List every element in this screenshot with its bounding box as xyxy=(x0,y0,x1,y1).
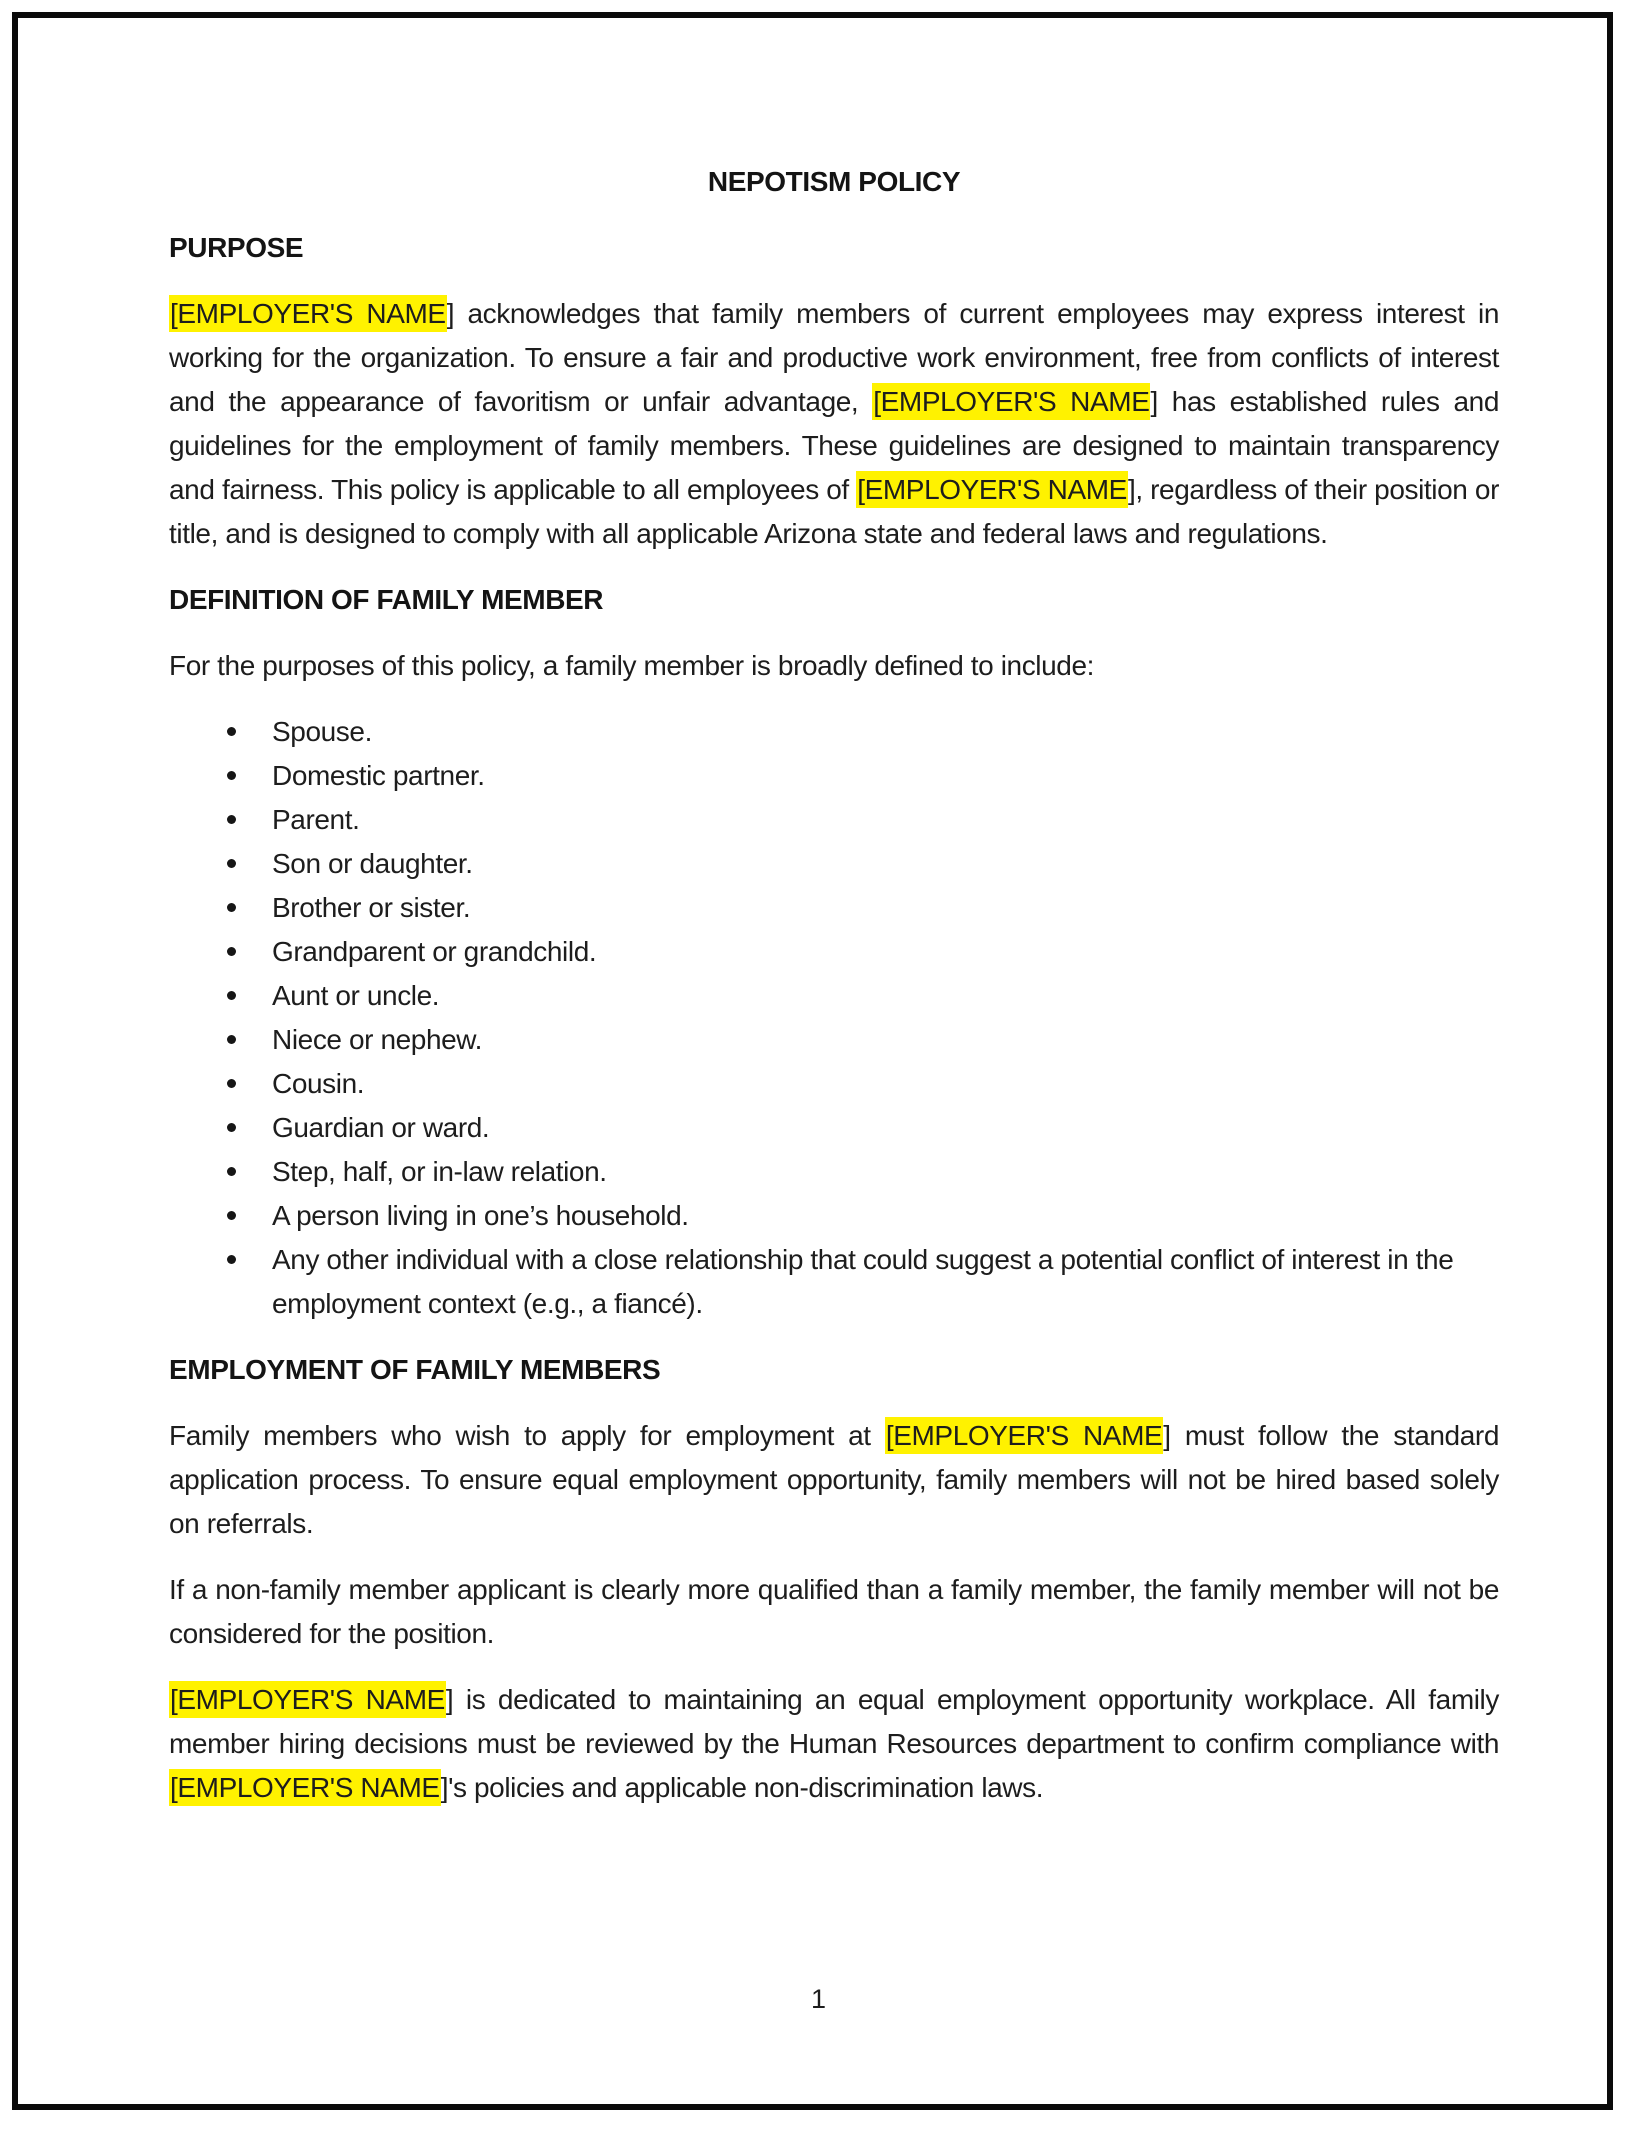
document-title: NEPOTISM POLICY xyxy=(707,166,961,197)
bullet-icon xyxy=(227,771,236,780)
list-item xyxy=(272,1018,1499,1062)
list-item-text: Brother or sister. xyxy=(272,892,471,923)
list-item xyxy=(272,1194,1499,1238)
paragraph-text: For the purposes of this policy, a family member is broadly defined to include: xyxy=(169,650,1095,681)
employer-name-placeholder: [EMPLOYER'S NAME xyxy=(872,383,1150,420)
employer-name-placeholder: [EMPLOYER'S NAME xyxy=(169,1769,441,1806)
bullet-icon xyxy=(227,1255,236,1264)
bullet-icon xyxy=(227,1079,236,1088)
list-item xyxy=(272,1238,1499,1326)
employer-name-placeholder: [EMPLOYER'S NAME xyxy=(169,295,447,332)
paragraph-text: ] is dedicated to maintaining an equal employment opportunity workplace. All family member hiring decisions must be reviewed by the Human Resources department to confirm compliance with xyxy=(169,1684,1499,1759)
paragraph-equal-opportunity xyxy=(169,1678,1499,1810)
heading-definition-of-family-member: DEFINITION OF FAMILY MEMBER xyxy=(169,584,604,615)
list-item xyxy=(272,1150,1499,1194)
list-item-text: Niece or nephew. xyxy=(272,1024,482,1055)
list-item xyxy=(272,798,1499,842)
paragraph-text: Family members who wish to apply for employment at xyxy=(169,1420,885,1451)
list-item-text: Son or daughter. xyxy=(272,848,473,879)
paragraph-text: ], regardless of their position or title, and is designed to comply with all applicable Arizona state and federal laws and regulations. xyxy=(169,474,1499,549)
heading-purpose: PURPOSE xyxy=(169,232,304,263)
list-item-text: Parent. xyxy=(272,804,360,835)
bullet-icon xyxy=(227,1211,236,1220)
paragraph-purpose xyxy=(169,292,1499,556)
paragraph-employment-application xyxy=(169,1414,1499,1546)
employer-name-placeholder: [EMPLOYER'S NAME xyxy=(856,471,1128,508)
paragraph-qualification xyxy=(169,1568,1499,1656)
employer-name-placeholder: [EMPLOYER'S NAME xyxy=(169,1681,446,1718)
list-item-text: Domestic partner. xyxy=(272,760,485,791)
employer-name-placeholder: [EMPLOYER'S NAME xyxy=(885,1417,1163,1454)
paragraph-text: ] has established rules and guidelines for the employment of family members. These guidelines are designed to maintain transparency and fairness. This policy is applicable to all employees of xyxy=(169,386,1499,505)
list-item xyxy=(272,930,1499,974)
list-item-text: Spouse. xyxy=(272,716,372,747)
page-number: 1 xyxy=(810,1984,827,2014)
list-item xyxy=(272,974,1499,1018)
paragraph-text: ] must follow the standard application process. To ensure equal employment opportunity, family members will not be hired based solely on referrals. xyxy=(169,1420,1500,1539)
list-item-text: Cousin. xyxy=(272,1068,365,1099)
list-item-text: Any other individual with a close relationship that could suggest a potential conflict of interest in the employment context (e.g., a fiancé). xyxy=(272,1244,1454,1319)
list-item xyxy=(272,1062,1499,1106)
list-item xyxy=(272,1106,1499,1150)
paragraph-text: ]'s policies and applicable non-discrimination laws. xyxy=(440,1772,1044,1803)
bullet-icon xyxy=(227,1123,236,1132)
paragraph-definition-intro xyxy=(169,644,1499,688)
bullet-icon xyxy=(227,1167,236,1176)
heading-employment-of-family-members: EMPLOYMENT OF FAMILY MEMBERS xyxy=(169,1354,661,1385)
bullet-icon xyxy=(227,815,236,824)
bullet-icon xyxy=(227,991,236,1000)
bullet-icon xyxy=(227,727,236,736)
list-item xyxy=(272,710,1499,754)
list-item-text: Grandparent or grandchild. xyxy=(272,936,597,967)
family-member-list xyxy=(169,710,1499,1326)
list-item-text: Guardian or ward. xyxy=(272,1112,490,1143)
bullet-icon xyxy=(227,947,236,956)
paragraph-text: If a non-family member applicant is clearly more qualified than a family member, the family member will not be considered for the position. xyxy=(169,1574,1499,1649)
bullet-icon xyxy=(227,859,236,868)
paragraph-text: ] acknowledges that family members of current employees may express interest in working for the organization. To ensure a fair and productive work environment, free from conflicts of interest and the appearance of favoritism or unfair advantage, xyxy=(169,298,1499,417)
bullet-icon xyxy=(227,1035,236,1044)
document-content xyxy=(169,160,1499,1832)
list-item xyxy=(272,842,1499,886)
list-item-text: Step, half, or in-law relation. xyxy=(272,1156,607,1187)
list-item xyxy=(272,886,1499,930)
list-item xyxy=(272,754,1499,798)
list-item-text: A person living in one’s household. xyxy=(272,1200,689,1231)
list-item-text: Aunt or uncle. xyxy=(272,980,440,1011)
bullet-icon xyxy=(227,903,236,912)
